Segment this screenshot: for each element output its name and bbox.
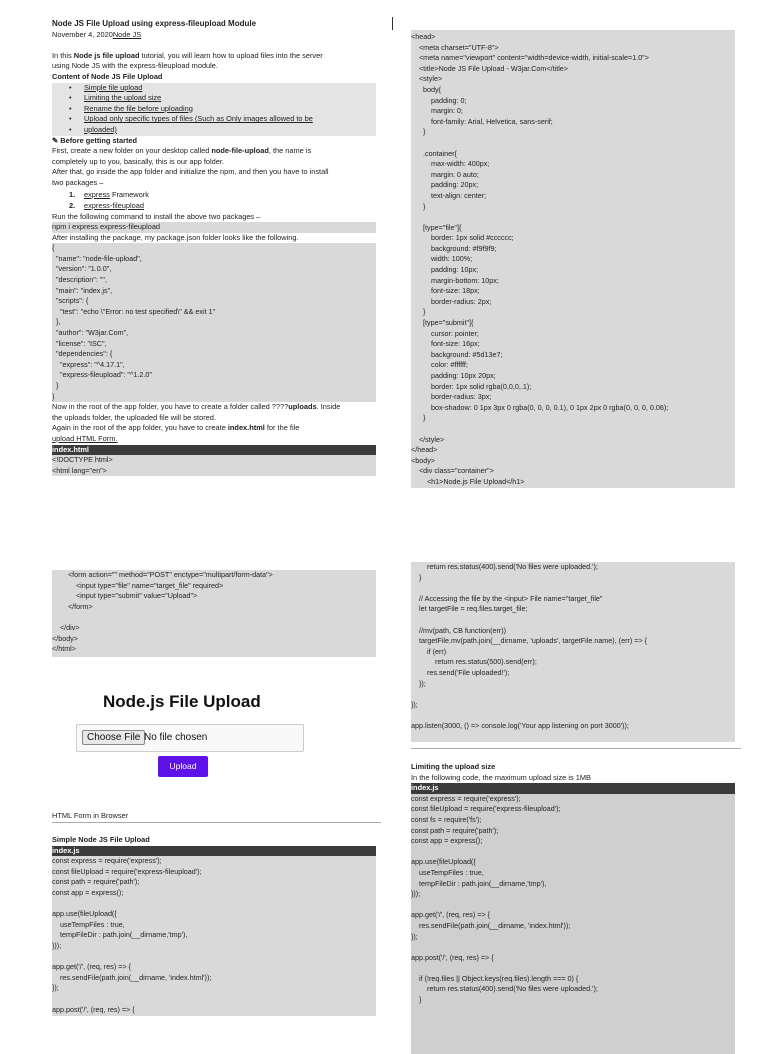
html-form-caption-wrap (52, 811, 380, 822)
code-line: <!DOCTYPE html> (52, 455, 113, 465)
p4-line2 (52, 434, 376, 445)
form-code (52, 570, 376, 657)
html-form-caption: HTML Form in Browser (52, 811, 129, 820)
toc-item-cont-text: uploaded) (84, 124, 117, 134)
code-line (411, 583, 735, 594)
simple-heading: Simple Node JS File Upload (52, 835, 150, 844)
intro-text-post: tutorial, you will learn how to upload files into the server (139, 50, 323, 60)
p4-line2-text: upload HTML Form. (52, 433, 118, 443)
code-line: }, (52, 317, 61, 327)
code-line: background: #5d13e7; (411, 349, 503, 359)
package-num: 2. (69, 201, 76, 210)
code-line: res.sendFile(path.join(__dirname, 'index.html')); (411, 920, 571, 930)
p1-bold: node-file-upload (211, 146, 269, 156)
code-line (52, 899, 376, 910)
code-line: background: #f9f9f9; (411, 243, 497, 253)
toc-item-limit-size[interactable]: • Limiting the upload size (52, 93, 376, 104)
code-line (52, 612, 376, 623)
toc-item-specific-types-cont[interactable] (52, 125, 376, 136)
article-date: November 4, 2020 (52, 29, 113, 39)
p4-text: Again in the root of the app folder, you have to create (52, 423, 228, 433)
code-line: "scripts": { (52, 296, 89, 306)
code-line: <style> (411, 74, 443, 84)
code-line: } (52, 391, 55, 401)
code-line: border: 1px solid #cccccc; (411, 233, 514, 243)
code-line: <body> (411, 455, 435, 465)
category-link[interactable]: Node JS (112, 29, 142, 39)
p1-line2: completely up to you, basically, this is our app folder. (52, 156, 224, 166)
code-line: "description": "", (52, 275, 107, 285)
toc-item-rename[interactable]: • Rename the file before uploading (52, 104, 376, 115)
code-line: res.send('File uploaded!'); (411, 667, 510, 677)
p2-line2: two packages – (52, 177, 104, 187)
code-line: if (err) (411, 646, 447, 656)
p1-text: First, create a new folder on your desktop called (52, 146, 212, 156)
toc-list (52, 83, 376, 136)
code-line: { (52, 243, 55, 253)
code-line: const path = require('path'); (411, 825, 499, 835)
code-line: .container{ (411, 148, 457, 158)
code-line: padding: 10px 20px; (411, 371, 496, 380)
code-line: res.sendFile(path.join(__dirname, 'index.html')); (52, 972, 212, 982)
html-start-code (52, 455, 376, 476)
text-cursor (392, 17, 393, 30)
article-title: Node JS File Upload using express-fileupload Module (52, 19, 257, 28)
install-text: Run the following command to install the above two packages – (52, 211, 261, 221)
article-meta (52, 30, 376, 41)
limit-text: In the following code, the maximum upload size is 1MB (411, 772, 591, 782)
code-line: }); (52, 983, 59, 993)
intro-paragraph (52, 51, 376, 62)
code-line: } (52, 381, 59, 390)
code-line: useTempFiles : true, (52, 919, 125, 929)
p4-text-post: for the file (264, 423, 300, 433)
code-line (411, 615, 735, 626)
code-line (411, 689, 735, 700)
code-line: //mv(path, CB function(err)) (411, 625, 507, 635)
code-line: color: #ffffff; (411, 360, 468, 370)
right-top-code (411, 562, 735, 742)
code-line: [type="submit"]{ (411, 318, 474, 328)
code-line: [type="file"]{ (411, 222, 462, 232)
code-line: }); (411, 678, 426, 688)
page1-right-code (411, 30, 735, 488)
code-line (52, 952, 376, 963)
code-line: padding: 0; (411, 95, 467, 105)
code-line: tempFileDir : path.join(__dirname,'tmp'), (52, 930, 188, 940)
demo-heading: Node.js File Upload (103, 692, 261, 711)
choose-file-button[interactable]: Choose File (82, 730, 145, 745)
code-line: })); (411, 889, 421, 899)
code-line: } (411, 201, 426, 211)
code-line: width: 100%; (411, 254, 473, 264)
code-line: "main": "index.js", (52, 285, 113, 295)
pencil-icon: ✎ (52, 135, 59, 145)
p3-line1 (52, 402, 376, 413)
code-line: } (411, 307, 426, 317)
code-line: const express = require('express'); (411, 793, 521, 803)
document-page-1 (0, 0, 768, 510)
divider (411, 748, 741, 749)
code-line: margin-bottom: 10px; (411, 275, 499, 285)
code-line (411, 212, 735, 223)
code-line: app.use(fileUpload({ (52, 909, 117, 919)
code-line: <h1>Node.js File Upload</h1> (411, 476, 525, 486)
divider (52, 822, 381, 823)
file-input[interactable] (76, 724, 304, 752)
code-line: "express": "^4.17.1", (52, 359, 125, 369)
code-line: useTempFiles : true, (411, 867, 484, 877)
code-line: app.post('/', (req, res) => { (411, 952, 494, 962)
code-line: margin: 0; (411, 106, 463, 116)
code-line: targetFile.mv(path.join(__dirname, 'uploads', targetFile.name), (err) => { (411, 636, 648, 646)
code-line: <title>Node JS File Upload - W3jar.Com</title> (411, 63, 568, 73)
code-line: font-size: 16px; (411, 339, 480, 349)
code-line: border-radius: 3px; (411, 392, 492, 402)
upload-button[interactable]: Upload (158, 756, 208, 777)
code-line: <head> (411, 32, 436, 41)
code-line: })); (52, 940, 62, 950)
intro-paragraph-line2: using Node JS with the express-fileupload module. (52, 61, 218, 71)
code-line (411, 424, 735, 435)
code-line: <input type="file" name="target_file" required> (52, 580, 224, 590)
limit-heading: Limiting the upload size (411, 762, 496, 771)
code-line: border: 1px solid rgba(0,0,0,.1); (411, 381, 532, 391)
p3-bold: uploads (288, 402, 317, 412)
before-heading-text: Before getting started (60, 135, 138, 145)
code-line: </html> (52, 644, 76, 654)
code-line: </form> (52, 601, 93, 611)
code-line: padding: 10px; (411, 265, 479, 275)
code-line: } (411, 572, 422, 582)
code-line (411, 942, 735, 953)
package-rest: Framework (109, 189, 149, 199)
simple-upload-section (52, 835, 376, 1016)
code-line: <div class="container"> (411, 466, 494, 476)
code-line: "author": "W3jar.Com", (52, 328, 129, 338)
code-line: const path = require('path'); (52, 877, 140, 887)
code-line: app.listen(3000, () => console.log('Your app listening on port 3000')); (411, 720, 629, 730)
file-label-index-js-2: index.js (411, 783, 735, 794)
content-heading: Content of Node JS File Upload (52, 71, 163, 81)
intro-text: In this (52, 50, 74, 60)
package-link-fileupload[interactable]: express-fileupload (84, 201, 144, 210)
code-line: margin: 0 auto; (411, 169, 479, 179)
install-command: npm i express express-fileupload (52, 222, 376, 233)
code-line: }); (411, 699, 418, 709)
code-line (411, 847, 735, 858)
code-line: return res.status(400).send('No files were uploaded.'); (411, 984, 598, 994)
simple-code (52, 856, 376, 1016)
package-list (52, 189, 376, 212)
code-line: app.post('/', (req, res) => { (52, 1004, 135, 1014)
before-heading (52, 136, 376, 147)
code-line: if (!req.files || Object.keys(req.files).length === 0) { (411, 973, 579, 983)
code-line: "name": "node-file-upload", (52, 253, 142, 263)
code-line: <html lang="en"> (52, 465, 107, 475)
code-line: <meta name="viewport" content="width=device-width, initial-scale=1.0"> (411, 53, 649, 63)
code-line: <input type="submit" value="Upload"> (52, 591, 198, 601)
code-line: padding: 20px; (411, 180, 479, 190)
code-line (52, 994, 376, 1005)
code-line: cursor: pointer; (411, 328, 479, 338)
code-line: }); (411, 931, 418, 941)
p1-text-post: , the name is (268, 146, 312, 156)
code-line: </div> (52, 622, 80, 632)
code-line: const fileUpload = require('express-fileupload'); (52, 866, 202, 876)
code-line: "version": "1.0.0", (52, 264, 112, 274)
code-line: app.get('/', (req, res) => { (411, 910, 491, 920)
package-link-express[interactable]: express (84, 189, 110, 199)
code-line: "license": "ISC", (52, 338, 107, 348)
code-line: </style> (411, 434, 445, 444)
p4-bold: index.html (227, 423, 265, 433)
p3-text: Now in the root of the app folder, you have to create a folder called ???? (52, 402, 289, 412)
code-line: return res.status(400).send('No files were uploaded.'); (411, 562, 598, 571)
spacer (52, 40, 376, 51)
code-line: const app = express(); (411, 836, 483, 846)
code-line: "express-fileupload": "^1.2.0" (52, 370, 152, 380)
file-status: No file chosen (144, 732, 208, 743)
toc-item-simple-upload[interactable]: • Simple file upload (52, 83, 376, 94)
code-line (411, 963, 735, 974)
package-item (52, 189, 376, 201)
code-line: <form action="" method="POST" enctype="multipart/form-data"> (52, 570, 273, 579)
file-label-index-html: index.html (52, 445, 376, 456)
code-line: font-size: 18px; (411, 286, 480, 296)
code-line: const express = require('express'); (52, 856, 162, 866)
code-line (411, 710, 735, 721)
code-line: <meta charset="UTF-8"> (411, 42, 499, 52)
code-line: "test": "echo \"Error: no test specified\" && exit 1" (52, 306, 216, 316)
p3-text-post: . Inside (316, 402, 341, 412)
code-line: text-align: center; (411, 190, 487, 200)
code-line: font-family: Arial, Helvetica, sans-serif; (411, 116, 553, 126)
p3-line2: the uploads folder, the uploaded file will be stored. (52, 412, 216, 422)
code-line: </body> (52, 633, 78, 643)
code-line: app.use(fileUpload({ (411, 857, 476, 867)
code-line: "dependencies": { (52, 349, 113, 359)
code-line: return res.status(500).send(err); (411, 657, 537, 667)
p2-line1: After that, go inside the app folder and initialize the npm, and then you have to install (52, 167, 329, 177)
p4-line1 (52, 423, 376, 434)
code-line: border-radius: 2px; (411, 296, 492, 306)
code-line: } (411, 413, 426, 423)
code-line: body{ (411, 84, 441, 94)
package-num: 1. (69, 189, 76, 199)
code-line: } (411, 995, 422, 1005)
code-line: tempFileDir : path.join(__dirname,'tmp'), (411, 878, 547, 888)
code-line: const fileUpload = require('express-fileupload'); (411, 804, 561, 814)
code-line: max-width: 400px; (411, 159, 490, 169)
code-line (411, 900, 735, 911)
file-label-index-js: index.js (52, 846, 376, 857)
code-line (411, 138, 735, 149)
limit-section (411, 762, 735, 1054)
code-line: </head> (411, 445, 438, 455)
package-item (52, 200, 376, 212)
code-line: box-shadow: 0 1px 3px 0 rgba(0, 0, 0, 0.1), 0 1px 2px 0 rgba(0, 0, 0, 0.06); (411, 402, 669, 412)
toc-item-specific-types[interactable]: • Upload only specific types of files (Such as Only images allowed to be (52, 114, 376, 125)
code-line: const app = express(); (52, 887, 124, 897)
after-install-text: After installing the package, my package.json folder looks like the following. (52, 232, 299, 242)
limit-code (411, 794, 735, 1054)
code-line: app.get('/', (req, res) => { (52, 962, 132, 972)
p1-line1 (52, 146, 376, 157)
code-line: let targetFile = req.files.target_file; (411, 604, 528, 614)
code-line: } (411, 127, 426, 137)
page1-left-column (52, 19, 376, 476)
code-line: const fs = require('fs'); (411, 814, 482, 824)
intro-bold: Node js file upload (73, 50, 140, 60)
package-json-code (52, 243, 376, 402)
code-line: // Accessing the file by the <input> File name="target_file" (411, 593, 603, 603)
